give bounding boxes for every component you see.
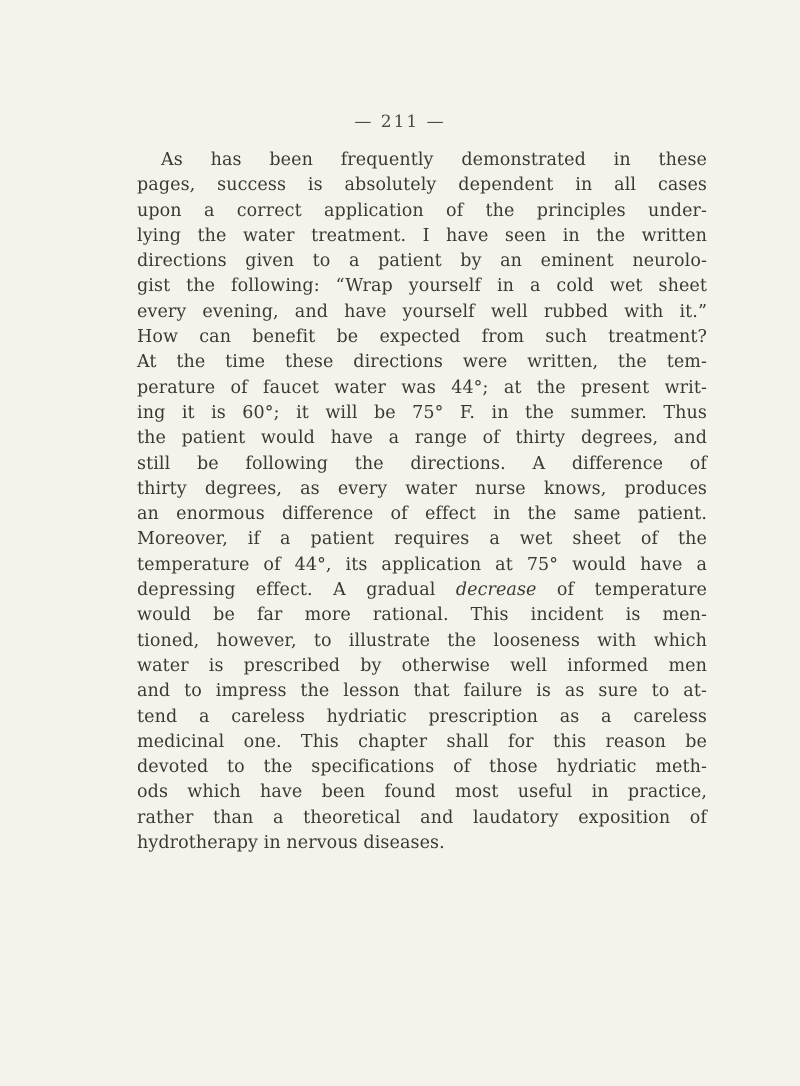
text-line: gist the following: “Wrap yourself in a cold wet sheet [137, 276, 707, 297]
text-line: At the time these directions were written, the tem- [137, 352, 707, 373]
text-line-with-emphasis [137, 578, 707, 603]
text-line: medicinal one. This chapter shall for this reason be [137, 731, 707, 752]
text-line: hydrotherapy in nervous diseases. [137, 833, 445, 854]
text-line: directions given to a patient by an eminent neurolo- [137, 251, 707, 272]
text-line: and to impress the lesson that failure is as sure to at- [137, 681, 707, 702]
text-line: ods which have been found most useful in practice, [137, 782, 707, 803]
text-segment: depressing effect. A gradual [137, 580, 436, 601]
text-line: How can benefit be expected from such treatment? [137, 327, 707, 348]
emphasized-word: decrease [455, 580, 537, 601]
text-line: temperature of 44°, its application at 75° would have a [137, 554, 707, 575]
page-number: — 211 — [354, 112, 446, 132]
body-paragraph [137, 148, 707, 856]
text-line: upon a correct application of the principles under- [137, 200, 707, 221]
text-line: lying the water treatment. I have seen in the written [137, 225, 707, 246]
text-line: Moreover, if a patient requires a wet sheet of the [137, 529, 707, 550]
text-line: still be following the directions. A difference of [137, 453, 707, 474]
text-line: perature of faucet water was 44°; at the present writ- [137, 377, 707, 398]
text-line: tend a careless hydriatic prescription as a careless [137, 706, 707, 727]
text-segment: of temperature [556, 580, 707, 601]
text-line: would be far more rational. This incident is men- [137, 605, 707, 626]
text-line: the patient would have a range of thirty degrees, and [137, 428, 707, 449]
text-line: every evening, and have yourself well rubbed with it.” [137, 301, 707, 322]
text-line: an enormous difference of effect in the same patient. [137, 504, 707, 525]
text-line: rather than a theoretical and laudatory exposition of [137, 807, 707, 828]
text-line: thirty degrees, as every water nurse knows, produces [137, 478, 707, 499]
text-line: tioned, however, to illustrate the looseness with which [137, 630, 707, 651]
text-line: pages, success is absolutely dependent in all cases [137, 175, 707, 196]
text-line: As has been frequently demonstrated in these [161, 150, 707, 170]
text-line: ing it is 60°; it will be 75° F. in the summer. Thus [137, 402, 707, 423]
text-line: devoted to the specifications of those hydriatic meth- [137, 757, 707, 778]
text-line: water is prescribed by otherwise well informed men [137, 655, 707, 676]
